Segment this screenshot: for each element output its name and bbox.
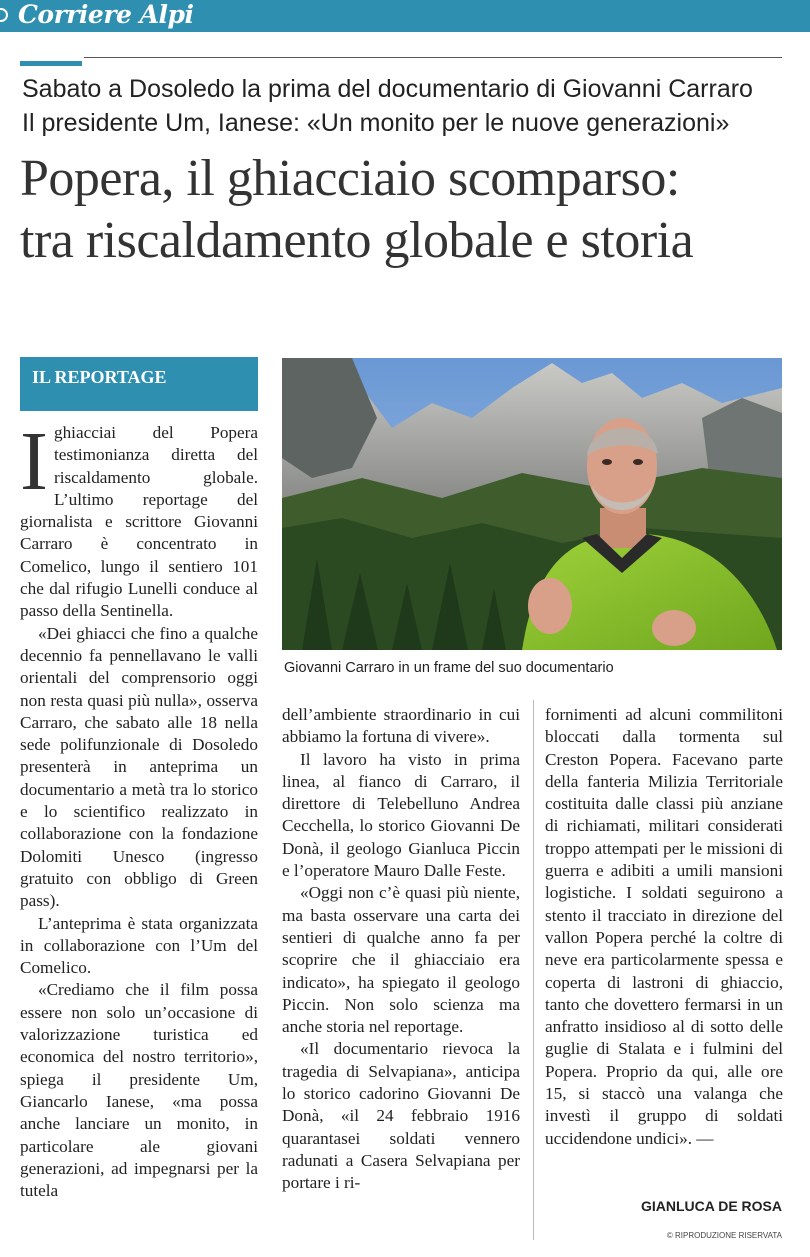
section-label — [20, 357, 258, 411]
dropcap-letter: I — [20, 415, 48, 508]
paragraph: «Crediamo che il film possa essere non solo un’occasione di valorizzazione turistica ed economica del nostro territorio», spiega il presidente Um, Giancarlo Ianese, «ma possa anche lanciare un monito, in particolare ale giovani generazioni, ad impegnarsi per la tutela — [20, 980, 258, 1201]
article-column-2 — [282, 704, 520, 1195]
paragraph: ghiacciai del Popera testimonianza diretta del riscaldamento globale. L’ultimo reportage del giornalista e scrittore Giovanni Carraro è concentrato in Comelico, lungo il sentiero 101 che dal rifugio Lunelli conduce al passo della Sentinella. — [20, 423, 258, 621]
kicker-line-2: Il presidente Um, Ianese: «Un monito per le nuove generazioni» — [22, 109, 730, 137]
paragraph: «Oggi non c’è quasi più niente, ma basta osservare una carta dei sentieri di qualche anno fa per scoprire che il ghiacciaio era indicato», ha spiegato il geologo Piccin. Non solo scienza ma anche storia nel reportage. — [282, 883, 520, 1037]
photo-caption: Giovanni Carraro in un frame del suo documentario — [284, 660, 614, 676]
paragraph: dell’ambiente straordinario in cui abbiamo la fortuna di vivere». — [282, 705, 520, 747]
paragraph: fornimenti ad alcuni commilitoni bloccati dalla tormenta sul Creston Popera. Facevano parte della fanteria Milizia Territoriale costituita dalle classi più anziane di richiamati, militari considerati troppo attempati per le missioni di guerra e adibiti a umili mansioni logistiche. I soldati seguirono a stento il tracciato in direzione del vallon Popera perché la coltre di neve era particolarmente spessa e coperta di lastroni di ghiaccio, tanto che dovettero fermarsi in un anfratto insidioso al di sotto delle guglie di Stalata e i fulmini del Popera. Proprio da qui, alle ore 15, si staccò una valanga che investì il gruppo di soldati uccidendone undici». — — [545, 705, 783, 1148]
byline: GIANLUCA DE ROSA — [640, 1198, 782, 1214]
paragraph: L’anteprima è stata organizzata in collaborazione con l’Um del Comelico. — [20, 913, 258, 978]
article-column-1 — [20, 415, 258, 1202]
article-kicker — [22, 72, 792, 140]
section-label-text: IL REPORTAGE — [32, 367, 167, 387]
mountain-portrait-image — [282, 358, 782, 650]
paragraph: «Il documentario rievoca la tragedia di Selvapiana», anticipa lo storico cadorino Giovanni De Donà, «il 24 febbraio 1916 quarantasei soldati vennero radunati a Casera Selvapiana per portare i ri- — [282, 1039, 520, 1193]
masthead-circle-icon — [0, 8, 8, 22]
masthead-title: Corriere Alpi — [18, 0, 194, 29]
copyright-notice: © RIPRODUZIONE RISERVATA — [666, 1231, 782, 1240]
headline-line-1: Popera, il ghiacciaio scomparso: — [20, 150, 680, 207]
header-accent-bar — [20, 61, 82, 66]
kicker-line-1: Sabato a Dosoledo la prima del documentario di Giovanni Carraro — [22, 75, 753, 103]
article-photo — [282, 358, 782, 650]
headline-line-2: tra riscaldamento globale e storia — [20, 212, 694, 269]
paragraph: «Dei ghiacci che fino a qualche decennio fa pennellavano le valli orientali del comprensorio oggi non resta quasi più nulla», osserva Carraro, che sabato alle 18 nella sede polifunzionale di Dosoledo presenterà in anteprima un documentario a metà tra lo storico e lo scientifico realizzato in collaborazione con la fondazione Dolomiti Unesco (ingresso gratuito con obbligo di Green pass). — [20, 623, 258, 911]
masthead-bar — [0, 0, 810, 32]
header-rule — [84, 57, 782, 58]
column-divider — [533, 700, 534, 1240]
article-column-3 — [545, 704, 783, 1150]
paragraph: Il lavoro ha visto in prima linea, al fianco di Carraro, il direttore di Telebelluno Andrea Cecchella, lo storico Giovanni De Donà, il geologo Gianluca Piccin e l’operatore Mauro Dalle Feste. — [282, 749, 520, 881]
article-headline — [20, 148, 800, 272]
